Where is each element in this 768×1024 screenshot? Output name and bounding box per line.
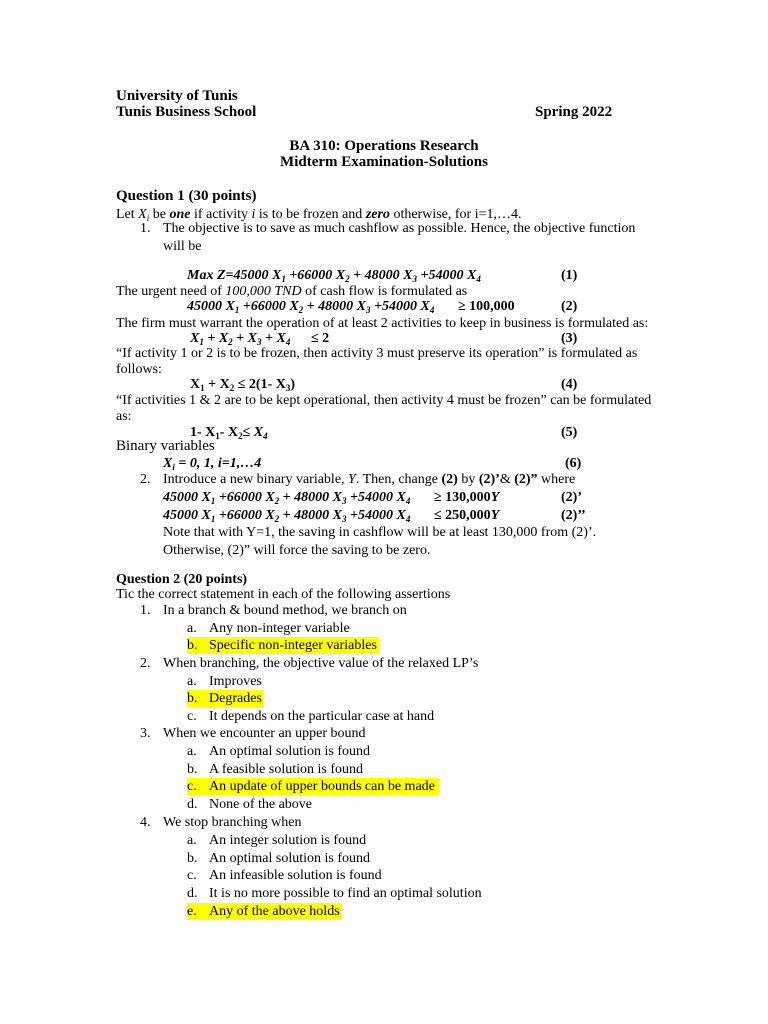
eq-number-1: (1): [561, 268, 578, 283]
option-letter: b.: [187, 691, 198, 706]
q2-q3-option-a: An optimal solution is found: [209, 744, 370, 759]
q2-question-4-number: 4.: [140, 815, 151, 830]
constraint-2: 45000 $X_1 +66000$ $X_2 + 48000$ $X_3 +54000$ $X_4$: [187, 299, 435, 315]
q1-item1-line1: The objective is to save as much cashflow as possible. Hence, the objective function: [163, 221, 636, 236]
q2-q3-option-b-letter: b.: [187, 762, 198, 777]
if-condition-2-line1: “If activities 1 & 2 are to be kept operational, then activity 4 must be frozen” can be formulated: [116, 393, 652, 408]
eq-number-6: (6): [565, 456, 582, 471]
q2-q3-option-c-highlighted: [187, 778, 439, 795]
q1-title: Question 1 (30 points): [116, 188, 257, 204]
q2-q2-option-a-letter: a.: [187, 674, 197, 689]
eq-number-2: (2): [561, 299, 578, 314]
binary-variables-label: Binary variables: [116, 438, 215, 454]
q2-q1-option-b-highlighted: [187, 637, 379, 654]
note-line2: Otherwise, (2)” will force the saving to be zero.: [163, 543, 431, 558]
if-condition-2-line2: as:: [116, 409, 132, 424]
constraint-2-prime-rhs: ≥ 130,000Y: [434, 490, 500, 505]
constraint-4: $X_1 + X_2 \le 2(1-$ $X_3$): [190, 377, 296, 393]
q1-item2-number: 2.: [140, 472, 151, 487]
eq-number-2-double-prime: (2)’’: [561, 508, 586, 523]
q2-question-2-number: 2.: [140, 656, 151, 671]
constraint-2-rhs: ≥ 100,000: [458, 299, 515, 314]
eq-number-4: (4): [561, 377, 578, 392]
constraint-2-double-prime-rhs: ≤ 250,000Y: [434, 508, 500, 523]
objective-function: Max Z=45000 $X_1 +66000$ $X_2 + 48000$ $X_3 +54000$ $X_4$: [187, 268, 481, 284]
eq-number-3: (3): [561, 331, 578, 346]
q2-q4-option-d-letter: d.: [187, 886, 198, 901]
option-text: Specific non-integer variables: [209, 638, 377, 653]
q2-question-1-number: 1.: [140, 603, 151, 618]
q2-question-4-text: We stop branching when: [163, 815, 302, 830]
q1-item1-line2: will be: [163, 239, 202, 254]
q1-item1-number: 1.: [140, 221, 151, 236]
q2-q3-option-a-letter: a.: [187, 744, 197, 759]
school-name: Tunis Business School: [116, 104, 257, 120]
term: Spring 2022: [535, 104, 613, 120]
eq-number-2-prime: (2)’: [561, 490, 582, 505]
q2-question-3-number: 3.: [140, 726, 151, 741]
warrant-text: The firm must warrant the operation of at least 2 activities to keep in business is formulated as:: [116, 316, 649, 331]
note-line1: Note that with Y=1, the saving in cashflow will be at least 130,000 from (2)’.: [163, 525, 597, 540]
q2-q1-option-a-letter: a.: [187, 621, 197, 636]
option-letter: e.: [187, 904, 197, 919]
constraint-3: $X_1 + X_2 + X_3 + X_4$: [190, 331, 291, 347]
option-letter: b.: [187, 638, 198, 653]
q2-q4-option-a: An integer solution is found: [209, 833, 367, 848]
q2-q3-option-d-letter: d.: [187, 797, 198, 812]
q2-q2-option-c: It depends on the particular case at hand: [209, 709, 435, 724]
q2-q1-option-a: Any non-integer variable: [209, 621, 350, 636]
constraint-6: $X_i = 0$, 1, i=1,…4: [163, 456, 262, 472]
course-title: BA 310: Operations Research: [289, 138, 479, 154]
q2-q4-option-c: An infeasible solution is found: [209, 868, 382, 883]
q2-q4-option-d: It is no more possible to find an optimal solution: [209, 886, 482, 901]
option-text: Degrades: [209, 691, 262, 706]
q1-item2-text: Introduce a new binary variable, Y. Then, change (2) by (2)’& (2)” where: [163, 472, 576, 487]
q2-q4-option-c-letter: c.: [187, 868, 197, 883]
q2-q2-option-a: Improves: [209, 674, 262, 689]
q2-title: Question 2 (20 points): [116, 572, 248, 587]
q2-question-2-text: When branching, the objective value of the relaxed LP’s: [163, 656, 479, 671]
q2-q4-option-b: An optimal solution is found: [209, 851, 370, 866]
urgent-need-text: The urgent need of 100,000 TND of cash flow is formulated as: [116, 284, 468, 299]
q2-intro: Tic the correct statement in each of the following assertions: [116, 587, 451, 602]
q2-q3-option-b: A feasible solution is found: [209, 762, 363, 777]
if-condition-1-line1: “If activity 1 or 2 is to be frozen, then activity 3 must preserve its operation” is formulated as: [116, 346, 638, 361]
constraint-2-double-prime: 45000 $X_1 +66000$ $X_2 + 48000$ $X_3 +54000$ $X_4$: [163, 508, 411, 524]
if-condition-1-line2: follows:: [116, 362, 162, 377]
option-letter: c.: [187, 779, 197, 794]
constraint-3-rhs: ≤ 2: [311, 331, 330, 346]
university-name: University of Tunis: [116, 88, 238, 104]
option-text: Any of the above holds: [209, 904, 340, 919]
q2-q2-option-b-highlighted: [187, 690, 263, 707]
q2-q4-option-b-letter: b.: [187, 851, 198, 866]
q2-q2-option-c-letter: c.: [187, 709, 197, 724]
q2-question-3-text: When we encounter an upper bound: [163, 726, 366, 741]
eq-number-5: (5): [561, 425, 578, 440]
q2-q3-option-d: None of the above: [209, 797, 313, 812]
constraint-2-prime: 45000 $X_1 +66000$ $X_2 + 48000$ $X_3 +54000$ $X_4$: [163, 490, 411, 506]
q1-intro: Let $X_i$ be one if activity i is to be frozen and zero otherwise, for i=1,…4.: [116, 207, 522, 223]
option-text: An update of upper bounds can be made: [209, 779, 435, 794]
constraint-5: 1- $X_1-$ $X_2\le X_4$: [190, 425, 268, 441]
q2-q4-option-e-highlighted: [187, 903, 342, 920]
q2-question-1-text: In a branch & bound method, we branch on: [163, 603, 407, 618]
q2-q4-option-a-letter: a.: [187, 833, 197, 848]
exam-title: Midterm Examination-Solutions: [280, 154, 488, 170]
